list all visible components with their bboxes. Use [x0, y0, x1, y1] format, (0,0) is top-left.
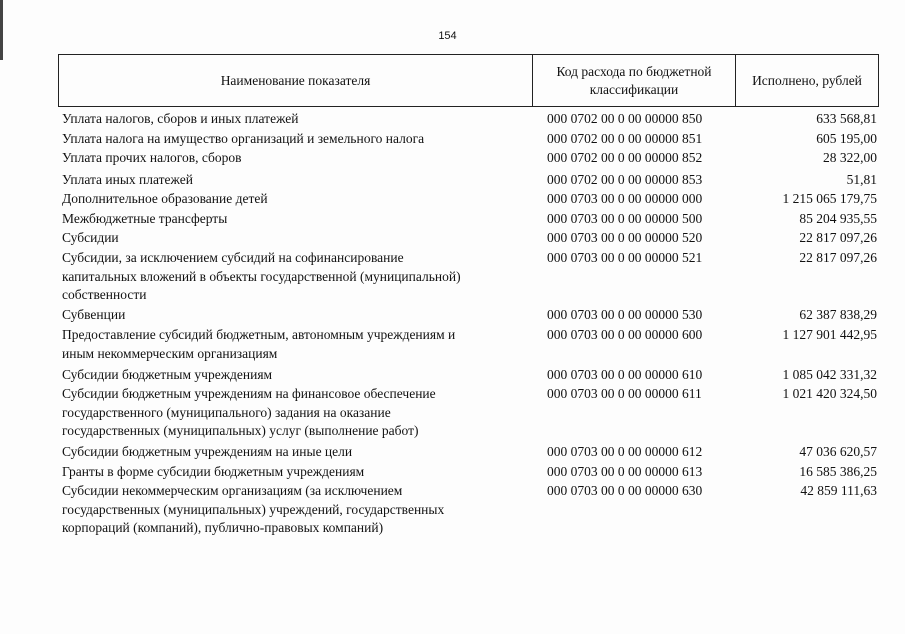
row-name-line: Субвенции: [62, 307, 126, 322]
row-name: [62, 130, 532, 149]
row-amount: 1 127 901 442,95: [782, 327, 877, 342]
row-code: 000 0703 00 0 00 00000 520: [547, 230, 703, 245]
row-name-line: собственности: [62, 287, 147, 302]
row-name-line: Субсидии бюджетным учреждениям на иные цели: [62, 444, 353, 459]
row-amount: 62 387 838,29: [799, 307, 877, 322]
row-name-line: Дополнительное образование детей: [62, 191, 268, 206]
row-name: [62, 443, 532, 462]
row-name-line: корпораций (компаний), публично-правовых компаний): [62, 520, 384, 535]
row-amount: 47 036 620,57: [799, 444, 877, 459]
row-name: [62, 326, 532, 363]
row-name-line: Субсидии: [62, 230, 119, 245]
row-name: [62, 249, 532, 305]
row-name: [62, 149, 532, 168]
row-code: 000 0703 00 0 00 00000 000: [547, 191, 703, 206]
row-amount: 28 322,00: [823, 150, 877, 165]
header-name-column: [59, 55, 533, 106]
row-amount: 605 195,00: [816, 131, 877, 146]
row-name-line: государственных (муниципальных) услуг (выполнение работ): [62, 423, 419, 438]
row-amount: 22 817 097,26: [799, 230, 877, 245]
row-code: 000 0702 00 0 00 00000 851: [547, 131, 703, 146]
row-name-line: Гранты в форме субсидии бюджетным учреждениям: [62, 464, 365, 479]
row-code: 000 0703 00 0 00 00000 530: [547, 307, 703, 322]
row-name-line: иным некоммерческим организациям: [62, 345, 278, 361]
row-name-line: Субсидии, за исключением субсидий на софинансирование: [62, 250, 404, 265]
row-code: 000 0702 00 0 00 00000 850: [547, 111, 703, 126]
row-name-line: Предоставление субсидий бюджетным, автономным учреждениям и: [62, 327, 456, 342]
row-name-line: государственного (муниципального) задания на оказание: [62, 404, 391, 420]
row-name-line: Уплата налога на имущество организаций и земельного налога: [62, 131, 425, 146]
row-code: 000 0703 00 0 00 00000 610: [547, 367, 703, 382]
header-name-label: Наименование показателя: [220, 72, 371, 88]
row-name: [62, 306, 532, 325]
table-header: [58, 54, 879, 107]
row-name: [62, 210, 532, 229]
row-name-line: Уплата иных платежей: [62, 172, 193, 187]
row-name: [62, 171, 532, 190]
row-amount: 633 568,81: [816, 111, 877, 126]
row-name: [62, 482, 532, 538]
row-amount: 51,81: [846, 172, 877, 187]
header-code-label-line2: классификации: [589, 81, 679, 97]
row-amount: 1 215 065 179,75: [782, 191, 877, 206]
row-name-line: Уплата прочих налогов, сборов: [62, 150, 242, 165]
page-number: 154: [438, 30, 457, 42]
row-name-line: Субсидии бюджетным учреждениям: [62, 367, 273, 382]
row-code: 000 0703 00 0 00 00000 612: [547, 444, 703, 459]
header-amount-label: Исполнено, рублей: [752, 72, 862, 88]
row-name: [62, 463, 532, 482]
row-name: [62, 385, 532, 441]
row-code: 000 0703 00 0 00 00000 613: [547, 464, 703, 479]
row-code: 000 0702 00 0 00 00000 853: [547, 172, 703, 187]
header-amount-column: [736, 55, 878, 106]
row-name: [62, 190, 532, 209]
row-amount: 1 085 042 331,32: [782, 367, 877, 382]
row-code: 000 0703 00 0 00 00000 611: [547, 386, 702, 401]
row-amount: 1 021 420 324,50: [782, 386, 877, 401]
row-amount: 85 204 935,55: [799, 211, 877, 226]
row-name-line: Межбюджетные трансферты: [62, 211, 228, 226]
row-code: 000 0703 00 0 00 00000 630: [547, 483, 703, 498]
header-code-column: [533, 55, 736, 106]
row-name-line: Субсидии некоммерческим организациям (за исключением: [62, 483, 403, 498]
row-code: 000 0702 00 0 00 00000 852: [547, 150, 703, 165]
row-code: 000 0703 00 0 00 00000 600: [547, 327, 703, 342]
row-name-line: государственных (муниципальных) учреждений, государственных: [62, 501, 445, 517]
row-name-line: капитальных вложений в объекты государственной (муниципальной): [62, 268, 461, 284]
row-name: [62, 110, 532, 129]
row-name: [62, 229, 532, 248]
row-amount: 22 817 097,26: [799, 250, 877, 265]
row-code: 000 0703 00 0 00 00000 500: [547, 211, 703, 226]
row-amount: 42 859 111,63: [800, 483, 877, 498]
header-code-label-line1: Код расхода по бюджетной: [556, 63, 712, 79]
row-name: [62, 366, 532, 385]
row-name-line: Субсидии бюджетным учреждениям на финансовое обеспечение: [62, 386, 436, 401]
row-amount: 16 585 386,25: [799, 464, 877, 479]
row-name-line: Уплата налогов, сборов и иных платежей: [62, 111, 299, 126]
row-code: 000 0703 00 0 00 00000 521: [547, 250, 703, 265]
